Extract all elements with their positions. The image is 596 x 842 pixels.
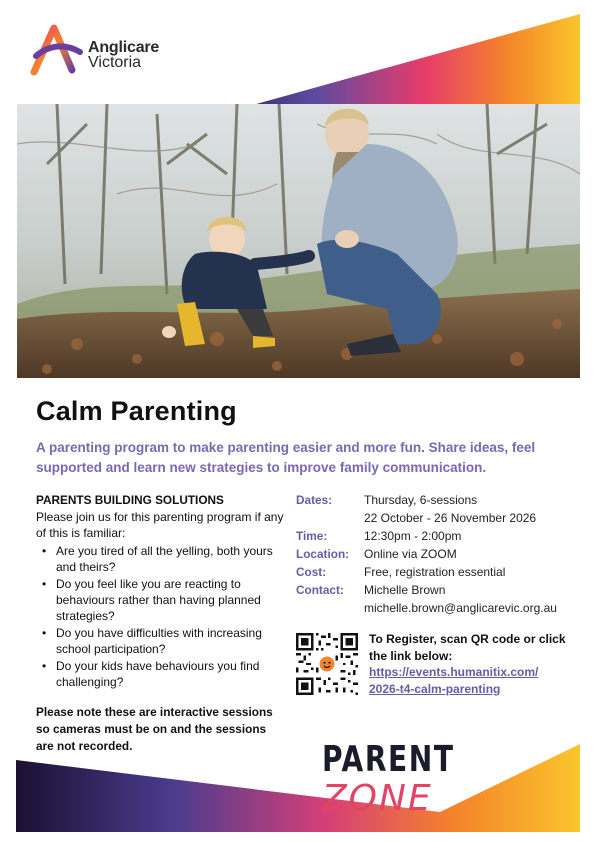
event-details (296, 491, 586, 617)
logo-subtitle: Victoria (88, 54, 142, 71)
question-list (36, 543, 284, 690)
parentzone-logo (322, 740, 596, 818)
time-label: Time: (296, 529, 328, 543)
cost-label: Cost: (296, 565, 327, 579)
intro-text: A parenting program to make parenting easier and more fun. Share ideas, feel supported and learn new strategies to improve family communication. (36, 440, 536, 475)
time-row (296, 527, 586, 545)
contact-email[interactable]: michelle.brown@anglicarevic.org.au (364, 601, 557, 615)
list-item: • Are you tired of all the yelling, both yours and theirs? (40, 543, 284, 575)
qr-code-icon[interactable] (296, 633, 358, 695)
contact-value (364, 581, 586, 617)
contact-row (296, 581, 586, 617)
list-item: • Do you have difficulties with increasing school participation? (40, 625, 284, 657)
anglicare-logo (28, 22, 198, 82)
hero-photo (17, 104, 580, 378)
dates-line2: 22 October - 26 November 2026 (364, 511, 537, 525)
register-block (369, 631, 579, 697)
list-item: • Do you feel like you are reacting to behaviours rather than having planned strategies? (40, 576, 284, 624)
invite-text: Please join us for this parenting program if any of this is familiar: (36, 510, 284, 540)
location-value: Online via ZOOM (364, 547, 457, 561)
interactive-note: Please note these are interactive sessions so cameras must be on and the sessions are not recorded. (36, 705, 273, 753)
contact-label: Contact: (296, 583, 344, 597)
parentzone-logo-parent: PARENT (322, 739, 455, 780)
register-link[interactable]: https://events.humanitix.com/2026-t4-calm-parenting (369, 665, 539, 696)
register-text: To Register, scan QR code or click the link below: (369, 632, 566, 663)
location-row (296, 545, 586, 563)
time-value: 12:30pm - 2:00pm (364, 529, 462, 543)
left-column (36, 492, 284, 755)
anglicare-logo-mark-icon (28, 22, 84, 78)
page-title: Calm Parenting (36, 396, 237, 426)
logo-name: Anglicare (88, 39, 160, 56)
dates-row (296, 491, 586, 527)
cost-value: Free, registration essential (364, 565, 506, 579)
section-heading: PARENTS BUILDING SOLUTIONS (36, 493, 224, 507)
dates-line1: Thursday, 6-sessions (364, 493, 478, 507)
logo-text (88, 40, 159, 70)
dates-label: Dates: (296, 493, 333, 507)
contact-name: Michelle Brown (364, 583, 446, 597)
list-item: • Do your kids have behaviours you find challenging? (40, 658, 284, 690)
dates-value (364, 491, 586, 527)
parentzone-logo-zone: ZONE (322, 778, 433, 819)
location-label: Location: (296, 547, 350, 561)
cost-row (296, 563, 586, 581)
